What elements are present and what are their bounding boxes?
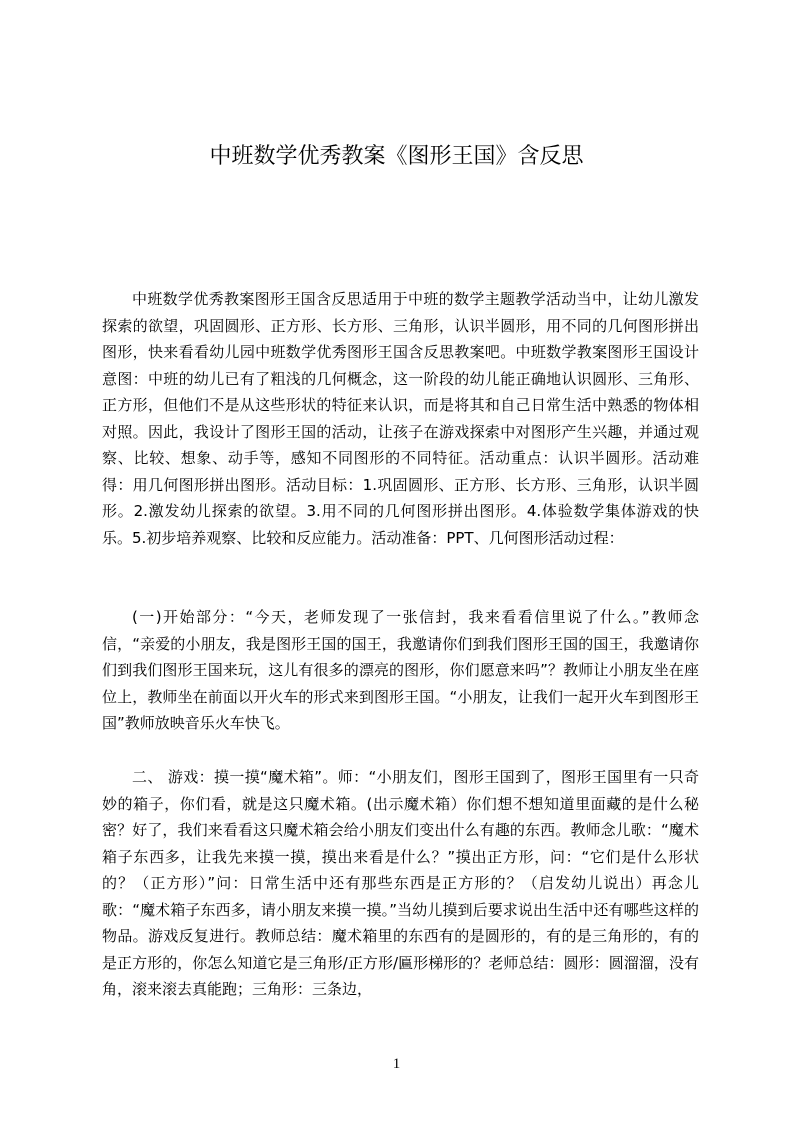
paragraph-opening-section: (一)开始部分：“今天，老师发现了一张信封，我来看看信里说了什么。”教师念信，“亲爱的小朋友，我是图形王国的国王，我邀请你们到我们图形王国的国王，我邀请你们到我们图形王国来玩，这儿有很多的漂亮的图形，你们愿意来吗”？教师让小朋友坐在座位上，教师坐在前面以开火车的形式来到图形王国。“小朋友，让我们一起开火车到图形王国”教师放映音乐火车快飞。 bbox=[102, 608, 699, 732]
document-title: 中班数学优秀教案《图形王国》含反思 bbox=[209, 144, 584, 169]
paragraph-intro: 中班数学优秀教案图形王国含反思适用于中班的数学主题教学活动当中，让幼儿激发探索的欲望，巩固圆形、正方形、长方形、三角形，认识半圆形，用不同的几何图形拼出图形，快来看看幼儿园中班数学优秀图形王国含反思教案吧。中班数学教案图形王国设计意图：中班的幼儿已有了粗浅的几何概念，这一阶段的幼儿能正确地认识圆形、三角形、正方形，但他们不是从这些形状的特征来认识，而是将其和自己日常生活中熟悉的物体相对照。因此，我设计了图形王国的活动，让孩子在游戏探索中对图形产生兴趣，并通过观察、比较、想象、动手等，感知不同图形的不同特征。活动重点：认识半圆形。活动难得：用几何图形拼出图形。活动目标：1.巩固圆形、正方形、长方形、三角形，认识半圆形。2.激发幼儿探索的欲望。3.用不同的几何图形拼出图形。4.体验数学集体游戏的快乐。5.初步培养观察、比较和反应能力。活动准备：PPT、几何图形活动过程： bbox=[102, 290, 699, 547]
page-number: 1 bbox=[392, 1056, 401, 1072]
paragraph-game-section: 二、 游戏：摸一摸“魔术箱”。师：“小朋友们，图形王国到了，图形王国里有一只奇妙的箱子，你们看，就是这只魔术箱。(出示魔术箱）你们想不想知道里面藏的是什么秘密？好了，我们来看看这只魔术箱会给小朋友们变出什么有趣的东西。教师念儿歌：“魔术箱子东西多，让我先来摸一摸，摸出来看是什么？”摸出正方形，问：“它们是什么形状的？（正方形）”问：日常生活中还有那些东西是正方形的？（启发幼儿说出）再念儿歌：“魔术箱子东西多，请小朋友来摸一摸。”当幼儿摸到后要求说出生活中还有哪些这样的物品。游戏反复进行。教师总结：魔术箱里的东西有的是圆形的，有的是三角形的，有的是正方形的，你怎么知道它是三角形/正方形/匾形梯形的？老师总结：圆形：圆溜溜，没有角，滚来滚去真能跑；三角形：三条边， bbox=[102, 768, 699, 998]
